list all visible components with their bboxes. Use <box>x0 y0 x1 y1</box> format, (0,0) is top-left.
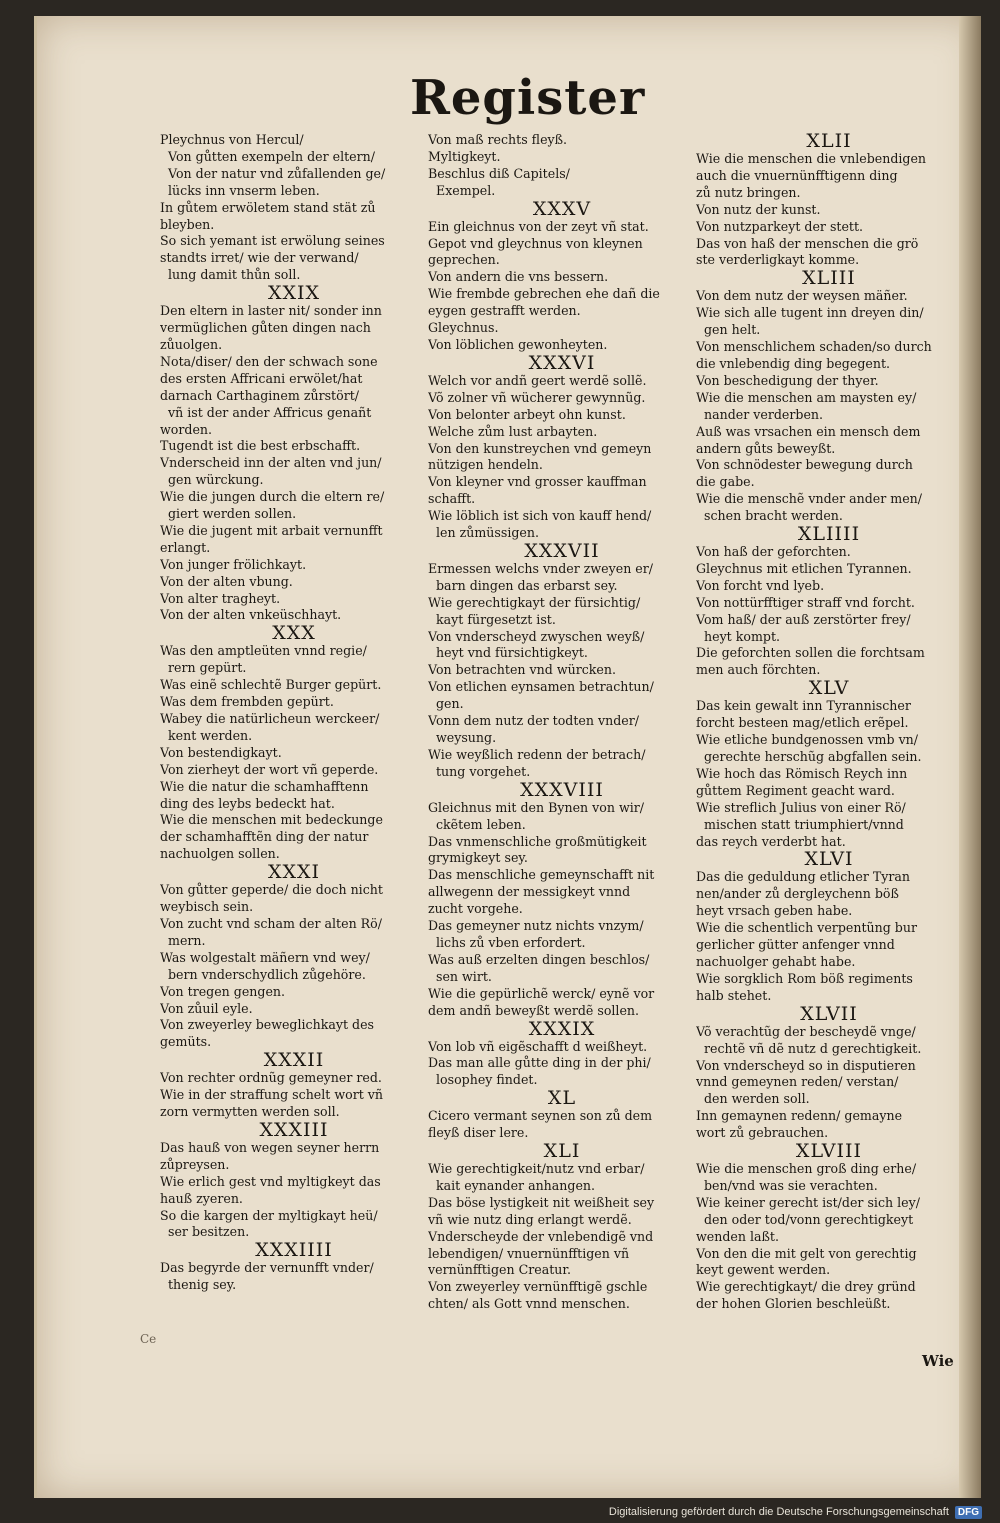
register-entry: vnnd gemeynen reden/ verstan/ <box>696 1074 899 1090</box>
register-entry: Von vnderscheyd zwyschen weyß/ <box>428 628 645 644</box>
register-entry: Wie die gepürlichẽ werck/ eynẽ vor <box>428 985 655 1001</box>
register-column-2 <box>428 132 696 1313</box>
chapter-number: XLIII <box>802 267 856 290</box>
register-entry: Tugendt ist die best erbschafft. <box>160 438 361 454</box>
register-entry: losophey findet. <box>436 1072 538 1088</box>
register-entry: Wie die schentlich verpentũng bur <box>696 920 917 936</box>
register-entry: Wie gerechtigkeit/nutz vnd erbar/ <box>428 1161 645 1177</box>
register-entry: zůpreysen. <box>160 1156 230 1172</box>
register-entry: erlangt. <box>160 539 211 555</box>
register-entry: keyt gewent werden. <box>696 1262 831 1278</box>
register-entry: Inn gemaynen redenn/ gemayne <box>696 1108 903 1124</box>
register-entry: Gleychnus. <box>428 320 499 336</box>
register-entry: lichs zů vben erfordert. <box>436 934 586 950</box>
register-entry: Von löblichen gewonheyten. <box>428 336 608 352</box>
register-entry: weysung. <box>436 730 497 745</box>
register-entry: gerechte herschũg abgfallen sein. <box>704 749 922 764</box>
register-entry: Von den die mit gelt von gerechtig <box>696 1245 917 1261</box>
register-entry: Das hauß von wegen seyner herrn <box>160 1139 380 1155</box>
register-entry: Von menschlichem schaden/so durch <box>696 339 932 355</box>
register-entry: In gůtem erwöletem stand stät zů <box>160 199 376 215</box>
dfg-logo: DFG <box>955 1506 982 1519</box>
register-entry: Von forcht vnd lyeb. <box>696 577 825 593</box>
register-entry: Wie die jungen durch die eltern re/ <box>160 489 385 505</box>
register-entry: Von der alten vbung. <box>160 573 293 589</box>
register-entry: ste verderligkayt komme. <box>696 252 860 268</box>
register-entry: Wie hoch das Römisch Reych inn <box>696 765 908 781</box>
register-entry: lung damit thůn soll. <box>168 267 301 283</box>
register-entry: das reych verderbt hat. <box>696 833 846 849</box>
register-entry: halb stehet. <box>696 987 772 1003</box>
register-entry: Von kleyner vnd grosser kauffman <box>428 474 647 490</box>
chapter-number: XXXIX <box>528 1017 596 1040</box>
register-entry: Von zweyerley beweglichkayt des <box>160 1017 375 1033</box>
register-entry: Von haß der geforchten. <box>696 544 851 560</box>
register-entry: auch die vnuernünfftigenn ding <box>696 167 898 183</box>
register-entry: Ein gleichnus von der zeyt vñ stat. <box>428 218 649 234</box>
register-entry: Von zůuil eyle. <box>160 1000 253 1016</box>
register-entry: Ermessen welchs vnder zweyen er/ <box>428 560 654 576</box>
register-entry: Die geforchten sollen die forchtsam <box>696 645 925 661</box>
register-entry: Das böse lystigkeit nit weißheit sey <box>428 1194 655 1210</box>
register-entry: des ersten Affricani erwölet/hat <box>160 370 363 386</box>
register-entry: darnach Carthaginem zůrstört/ <box>160 387 360 403</box>
register-entry: gen. <box>436 696 464 712</box>
chapter-number: XXXIIII <box>255 1239 333 1262</box>
chapter-number: XXXI <box>267 861 321 884</box>
register-entry: barn dingen das erbarst sey. <box>436 577 618 593</box>
register-entry: vñ wie nutz ding erlangt werdẽ. <box>428 1211 632 1227</box>
register-entry: Auß was vrsachen ein mensch dem <box>696 423 921 439</box>
register-entry: Wie keiner gerecht ist/der sich ley/ <box>696 1194 920 1210</box>
register-entry: vñ ist der ander Affricus genañt <box>168 404 372 420</box>
register-entry: heyt vnd fürsichtigkeyt. <box>436 645 588 661</box>
register-entry: lücks inn vnserm leben. <box>168 182 320 198</box>
register-entry: Wie die menschen am maysten ey/ <box>696 389 917 405</box>
register-entry: worden. <box>160 421 213 437</box>
register-entry: wenden laßt. <box>696 1228 779 1244</box>
register-entry: Wie erlich gest vnd myltigkeyt das <box>160 1173 381 1189</box>
register-entry: Wie löblich ist sich von kauff hend/ <box>428 508 652 524</box>
register-entry: allwegenn der messigkeyt vnnd <box>428 884 631 900</box>
register-entry: ckẽtem leben. <box>436 816 526 832</box>
register-entry: len zůmüssigen. <box>436 525 539 541</box>
register-entry: fleyß diser lere. <box>428 1125 529 1141</box>
register-entry: thenig sey. <box>168 1277 237 1293</box>
register-entry: Was den amptleüten vnnd regie/ <box>160 643 367 659</box>
register-entry: den oder tod/vonn gerechtigkeyt <box>704 1211 914 1227</box>
register-entry: Das vnmenschliche großmütigkeit <box>428 833 647 849</box>
register-entry: Von maß rechts fleyß. <box>428 132 568 147</box>
register-entry: Vnderscheid inn der alten vnd jun/ <box>160 455 382 471</box>
register-entry: Von schnödester bewegung durch <box>696 457 913 473</box>
register-entry: Wie die menschẽ vnder ander men/ <box>696 491 923 507</box>
register-entry: Das man alle gůtte ding in der phi/ <box>428 1055 651 1071</box>
register-entry: gůttem Regiment geacht ward. <box>696 782 895 798</box>
chapter-number: XLII <box>806 130 852 152</box>
register-entry: Von zierheyt der wort vñ geperde. <box>160 761 379 777</box>
register-entry: Wie gerechtigkayt der fürsichtig/ <box>428 594 641 610</box>
register-entry: Von andern die vns bessern. <box>428 269 609 285</box>
register-column-3 <box>696 132 962 1313</box>
register-entry: Wie in der straffung schelt wort vñ <box>160 1087 384 1103</box>
register-entry: tung vorgehet. <box>436 763 531 779</box>
register-entry: Von etlichen eynsamen betrachtun/ <box>428 679 654 695</box>
register-entry: eygen gestrafft werden. <box>428 303 581 319</box>
register-entry: men auch förchten. <box>696 662 821 678</box>
chapter-number: XXXVI <box>528 351 596 374</box>
register-entry: die vnlebendig ding begegent. <box>696 355 891 371</box>
chapter-number: XLVIII <box>795 1140 863 1163</box>
register-entry: vernünfftigen Creatur. <box>428 1262 572 1278</box>
register-entry: Das menschliche gemeynschafft nit <box>428 867 655 883</box>
register-column-1 <box>160 132 428 1294</box>
register-entry: Von tregen gengen. <box>160 983 286 999</box>
footer-credit: Digitalisierung gefördert durch die Deutsche Forschungsgemeinschaft <box>608 1506 949 1518</box>
register-entry: kayt fürgesetzt ist. <box>436 611 556 627</box>
chapter-number: XXIX <box>267 282 321 305</box>
register-entry: nen/ander zů dergleychenn böß <box>696 886 899 902</box>
register-entry: nützigen hendeln. <box>428 457 543 473</box>
register-entry: ben/vnd was sie verachten. <box>704 1177 878 1193</box>
register-entry: hauß zyeren. <box>160 1190 243 1206</box>
register-entry: Das kein gewalt inn Tyrannischer <box>696 698 911 714</box>
register-entry: kent werden. <box>168 727 253 743</box>
chapter-number: XXX <box>272 622 316 645</box>
register-entry: Welche zům lust arbayten. <box>428 423 598 439</box>
register-entry: gen würckung. <box>168 472 264 488</box>
register-entry: heyt vrsach geben habe. <box>696 903 853 919</box>
register-entry: Von junger frölichkayt. <box>160 556 307 572</box>
chapter-number: XXXVII <box>524 539 600 562</box>
register-entry: zů nutz bringen. <box>696 184 801 200</box>
register-entry: wort zů gebrauchen. <box>696 1125 829 1141</box>
chapter-number: XXXIII <box>259 1118 329 1141</box>
register-entry: Wie etliche bundgenossen vmb vn/ <box>696 732 919 748</box>
register-entry: zucht vorgehe. <box>428 901 523 917</box>
register-entry: gemüts. <box>160 1034 212 1050</box>
chapter-number: XXXV <box>532 197 592 220</box>
register-entry: die gabe. <box>696 474 755 490</box>
chapter-number: XXXVIII <box>520 778 604 801</box>
register-entry: schafft. <box>428 491 476 507</box>
register-entry: bleyben. <box>160 216 215 232</box>
register-entry: Welch vor andñ geert werdẽ sollẽ. <box>428 372 647 388</box>
footer <box>609 1504 982 1520</box>
register-entry: Von gůtten exempeln der eltern/ <box>168 148 376 164</box>
register-entry: zůuolgen. <box>160 336 223 352</box>
register-entry: Was einẽ schlechtẽ Burger gepürt. <box>160 677 382 693</box>
register-entry: standts irret/ wie der verwand/ <box>160 250 359 266</box>
chapter-number: XLI <box>543 1140 581 1163</box>
register-entry: Von nutz der kunst. <box>696 201 821 217</box>
register-entry: Was wolgestalt mäñern vnd wey/ <box>160 949 370 965</box>
register-entry: gen helt. <box>704 322 761 338</box>
register-entry: Das die geduldung etlicher Tyran <box>696 869 911 885</box>
register-entry: Wie streflich Julius von einer Rö/ <box>696 799 906 815</box>
page-heading: Register <box>410 70 646 126</box>
register-entry: Wie die menschen mit bedeckunge <box>160 812 383 828</box>
register-entry: forcht besteen mag/etlich erẽpel. <box>696 715 909 731</box>
register-entry: Võ zolner vñ wücherer gewynnũg. <box>428 389 646 405</box>
register-entry: Wie sich alle tugent inn dreyen din/ <box>696 305 924 321</box>
register-entry: mischen statt triumphiert/vnnd <box>704 816 904 832</box>
register-entry: sen wirt. <box>436 968 492 984</box>
register-entry: kait eynander anhangen. <box>436 1177 596 1193</box>
register-entry: Was auß erzelten dingen beschlos/ <box>428 951 650 967</box>
register-entry: Wie sorgklich Rom böß regiments <box>696 970 913 986</box>
register-entry: Von nutzparkeyt der stett. <box>696 218 864 234</box>
register-entry: Von gůtter geperde/ die doch nicht <box>160 882 383 898</box>
register-entry: Den eltern in laster nit/ sonder inn <box>160 303 382 319</box>
register-entry: Vnderscheyde der vnlebendigẽ vnd <box>428 1228 654 1244</box>
register-entry: Beschlus diß Capitels/ <box>428 165 570 181</box>
register-entry: Nota/diser/ den der schwach sone <box>160 353 378 369</box>
register-entry: Exempel. <box>436 182 496 198</box>
register-entry: Das von haß der menschen die grö <box>696 235 919 251</box>
register-entry: andern gůts beweyßt. <box>696 440 836 456</box>
register-entry: Pleychnus von Hercul/ <box>160 132 304 147</box>
register-entry: Von bestendigkayt. <box>160 744 282 760</box>
register-entry: dem andñ beweyßt werdẽ sollen. <box>428 1002 640 1018</box>
register-entry: Vom haß/ der auß zerstörter frey/ <box>696 611 911 627</box>
chapter-number: XLVII <box>800 1002 858 1025</box>
register-entry: schen bracht werden. <box>704 508 843 524</box>
register-entry: rechtẽ vñ dẽ nutz d gerechtigkeit. <box>704 1040 922 1056</box>
register-entry: Von alter tragheyt. <box>160 590 281 606</box>
register-entry: So die kargen der myltigkayt heü/ <box>160 1207 378 1223</box>
register-entry: Von den kunstreychen vnd gemeyn <box>428 440 652 456</box>
register-entry: nachuolger gehabt habe. <box>696 953 856 969</box>
page-gutter <box>959 16 981 1498</box>
register-entry: Vonn dem nutz der todten vnder/ <box>428 713 640 729</box>
chapter-number: XXXII <box>263 1049 325 1072</box>
register-entry: Cicero vermant seynen son zů dem <box>428 1108 653 1124</box>
register-entry: vermüglichen gůten dingen nach <box>160 320 371 336</box>
register-entry: Von beschedigung der thyer. <box>696 372 879 388</box>
register-entry: Võ verachtũg der bescheydẽ vnge/ <box>696 1023 916 1039</box>
register-entry: chten/ als Gott vnnd menschen. <box>428 1296 630 1312</box>
register-entry: Von vnderscheyd so in disputieren <box>696 1057 916 1073</box>
register-entry: Wie weyßlich redenn der betrach/ <box>428 746 646 762</box>
register-entry: nander verderben. <box>704 406 824 422</box>
register-entry: lebendigen/ vnuernünfftigen vñ <box>428 1245 630 1261</box>
register-entry: Das begyrde der vernunfft vnder/ <box>160 1260 374 1276</box>
register-entry: Wie frembde gebrechen ehe dañ die <box>428 286 660 302</box>
register-entry: ding des leybs bedeckt hat. <box>160 795 335 811</box>
chapter-number: XL <box>547 1087 577 1110</box>
register-entry: Von zucht vnd scham der alten Rö/ <box>160 915 382 931</box>
register-entry: Myltigkeyt. <box>428 148 501 164</box>
register-entry: zorn vermytten werden soll. <box>160 1104 340 1120</box>
register-entry: Von der alten vnkeüschhayt. <box>160 607 342 623</box>
register-entry: So sich yemant ist erwölung seines <box>160 233 385 249</box>
chapter-number: XLV <box>808 677 850 700</box>
chapter-number: XLVI <box>804 848 854 871</box>
register-entry: Wabey die natürlicheun werckeer/ <box>160 711 380 726</box>
register-entry: der schamhafftẽn ding der natur <box>160 829 369 845</box>
register-entry: Wie gerechtigkayt/ die drey gründ <box>696 1279 916 1295</box>
register-entry: Wie die menschen groß ding erhe/ <box>696 1161 917 1177</box>
register-entry: Von lob vñ eigẽschafft d weißheyt. <box>428 1038 648 1054</box>
register-entry: Gleychnus mit etlichen Tyrannen. <box>696 560 912 576</box>
register-entry: Wie die menschen die vnlebendigen <box>696 151 927 166</box>
register-entry: Wie die natur die schamhafftenn <box>160 778 369 794</box>
register-entry: der hohen Glorien beschleüßt. <box>696 1296 891 1312</box>
register-entry: Von der natur vnd zůfallenden ge/ <box>168 165 386 181</box>
catchword: Wie <box>922 1352 954 1370</box>
register-entry: Wie die jugent mit arbait vernunfft <box>160 522 383 538</box>
register-entry: den werden soll. <box>704 1091 810 1107</box>
register-entry: nachuolgen sollen. <box>160 846 280 862</box>
register-entry: ser besitzen. <box>168 1224 250 1240</box>
register-entry: Was dem frembden gepürt. <box>160 694 334 710</box>
register-entry: gerlicher gütter anfenger vnnd <box>696 937 895 953</box>
register-entry: Das gemeyner nutz nichts vnzym/ <box>428 918 644 934</box>
margin-mark: Ce <box>140 1332 157 1346</box>
register-entry: Von dem nutz der weysen mäñer. <box>696 288 908 304</box>
register-entry: Von zweyerley vernünfftigẽ gschle <box>428 1279 648 1295</box>
register-entry: giert werden sollen. <box>168 506 297 522</box>
register-entry: Von belonter arbeyt ohn kunst. <box>428 406 626 422</box>
register-entry: Von nottürfftiger straff vnd forcht. <box>696 594 915 610</box>
register-entry: Von betrachten vnd würcken. <box>428 662 616 678</box>
register-entry: mern. <box>168 932 206 948</box>
register-entry: Gepot vnd gleychnus von kleynen <box>428 235 643 251</box>
chapter-number: XLIIII <box>797 523 861 546</box>
register-entry: geprechen. <box>428 252 500 268</box>
register-entry: grymigkeyt sey. <box>428 850 528 866</box>
register-entry: weybisch sein. <box>160 899 254 915</box>
register-entry: bern vnderschydlich zůgehöre. <box>168 966 366 982</box>
register-entry: rern gepürt. <box>168 660 247 676</box>
register-entry: Von rechter ordnũg gemeyner red. <box>160 1070 382 1086</box>
register-entry: heyt kompt. <box>704 628 781 644</box>
register-entry: Gleichnus mit den Bynen von wir/ <box>428 799 645 815</box>
